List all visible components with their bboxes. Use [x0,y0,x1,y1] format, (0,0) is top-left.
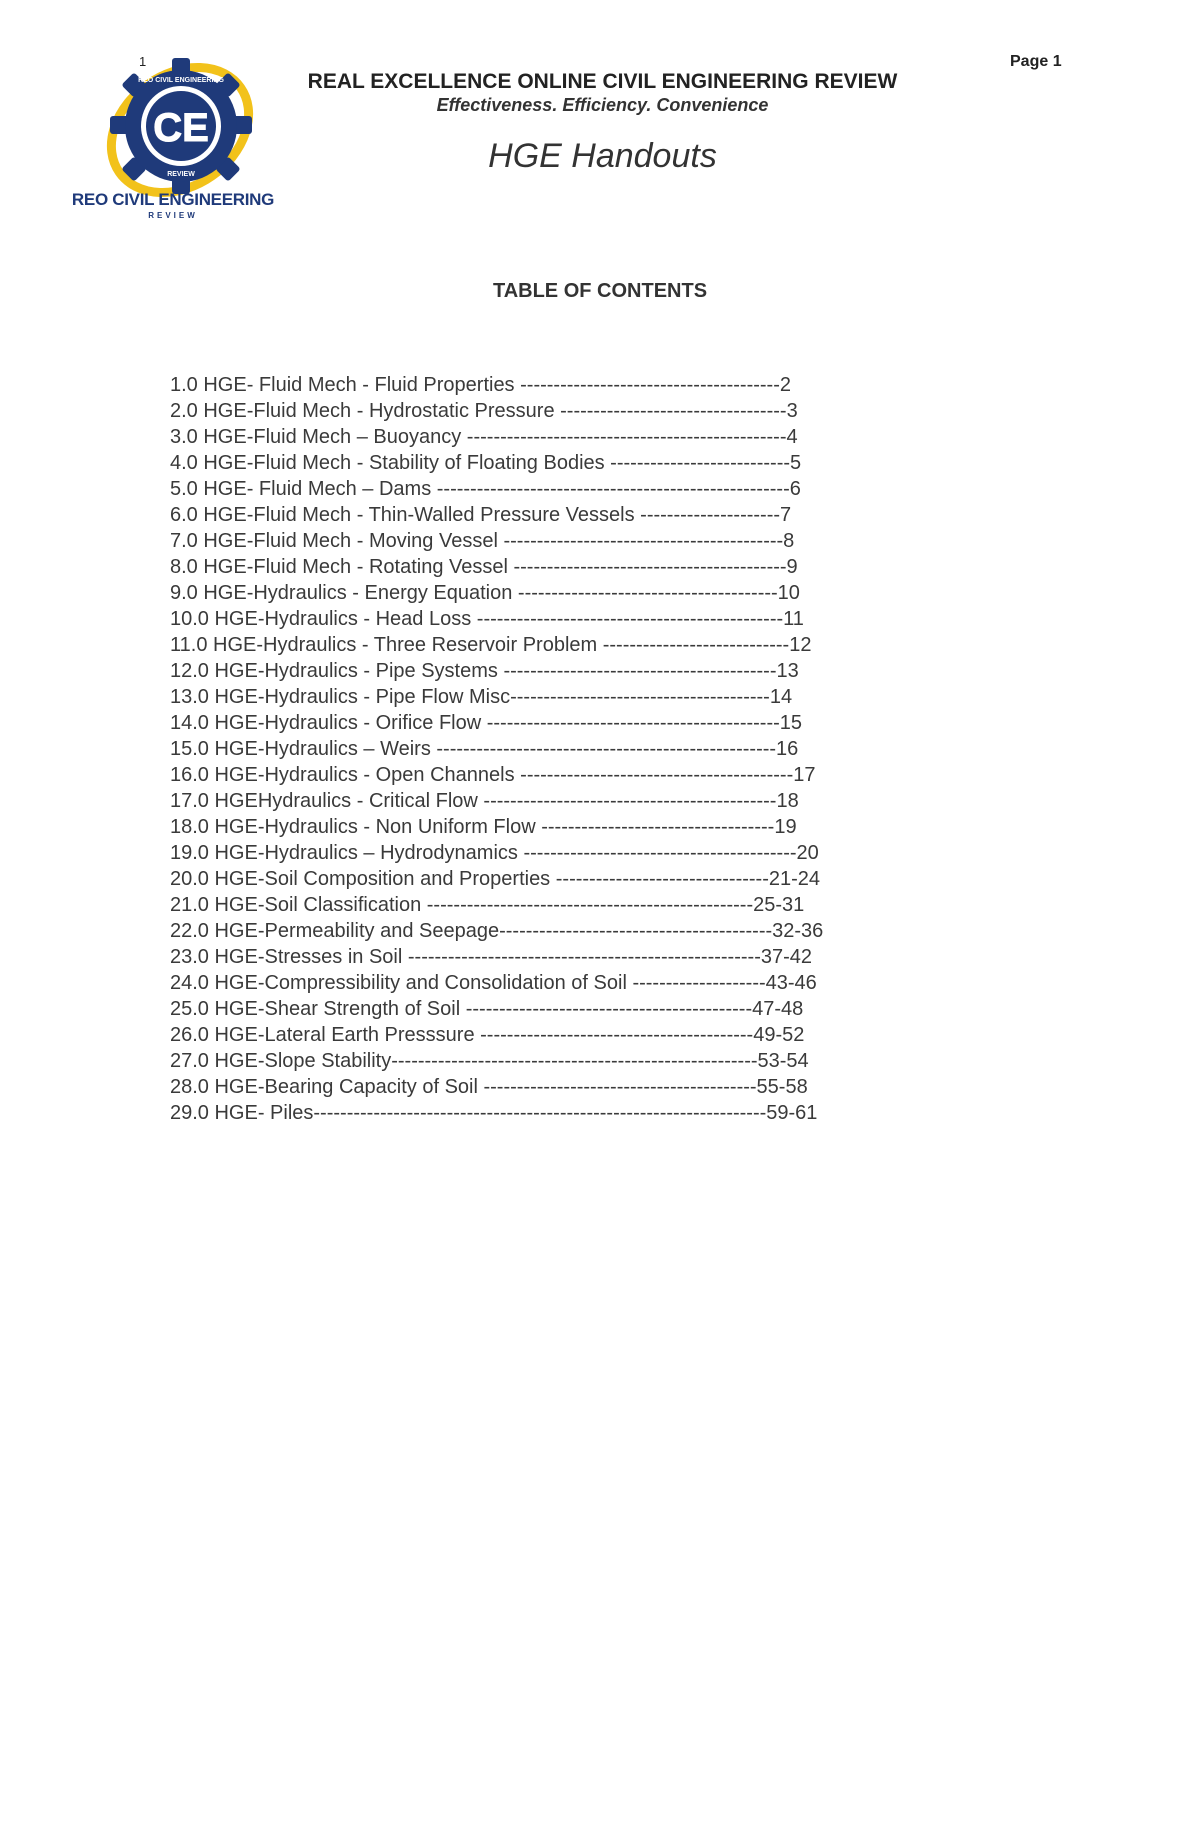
toc-item[interactable]: 13.0 HGE-Hydraulics - Pipe Flow Misc---------------------------------------14 [170,686,793,708]
page-label: Page 1 [1010,53,1062,70]
toc-item[interactable]: 21.0 HGE-Soil Classification -------------------------------------------------25-31 [170,894,805,916]
tagline: Effectiveness. Efficiency. Convenience [436,95,769,115]
toc-item[interactable]: 10.0 HGE-Hydraulics - Head Loss ----------------------------------------------11 [170,608,804,630]
toc-item[interactable]: 24.0 HGE-Compressibility and Consolidation of Soil --------------------43-46 [170,972,817,994]
toc-item[interactable]: 19.0 HGE-Hydraulics – Hydrodynamics -----------------------------------------20 [170,842,819,864]
toc-item[interactable]: 8.0 HGE-Fluid Mech - Rotating Vessel -----------------------------------------9 [170,556,798,578]
toc-item[interactable]: 2.0 HGE-Fluid Mech - Hydrostatic Pressure ----------------------------------3 [170,400,798,422]
toc-item[interactable]: 6.0 HGE-Fluid Mech - Thin-Walled Pressure Vessels ---------------------7 [170,504,792,526]
logo-subname: REVIEW [148,211,198,220]
toc-item[interactable]: 12.0 HGE-Hydraulics - Pipe Systems -----------------------------------------13 [170,660,799,682]
toc-item[interactable]: 14.0 HGE-Hydraulics - Orifice Flow --------------------------------------------15 [170,712,803,734]
logo-name: REO CIVIL ENGINEERING [71,190,275,209]
toc-item[interactable]: 11.0 HGE-Hydraulics - Three Reservoir Problem ----------------------------12 [170,634,812,656]
toc-item[interactable]: 1.0 HGE- Fluid Mech - Fluid Properties ---------------------------------------2 [170,374,791,396]
toc-item[interactable]: 22.0 HGE-Permeability and Seepage-----------------------------------------32-36 [170,920,824,942]
toc-item[interactable]: 29.0 HGE- Piles--------------------------------------------------------------------59-61 [170,1102,818,1124]
document-title: HGE Handouts [488,137,717,175]
logo-initials: CE [153,106,209,150]
toc-item[interactable]: 26.0 HGE-Lateral Earth Presssure -----------------------------------------49-52 [170,1024,805,1046]
toc-item[interactable]: 3.0 HGE-Fluid Mech – Buoyancy ------------------------------------------------4 [170,426,798,448]
toc-heading: TABLE OF CONTENTS [492,280,708,302]
toc-item[interactable]: 9.0 HGE-Hydraulics - Energy Equation ---------------------------------------10 [170,582,800,604]
toc-item[interactable]: 16.0 HGE-Hydraulics - Open Channels -----------------------------------------17 [170,764,816,786]
toc-item[interactable]: 27.0 HGE-Slope Stability-------------------------------------------------------53-54 [170,1050,809,1072]
toc-item[interactable]: 18.0 HGE-Hydraulics - Non Uniform Flow -----------------------------------19 [170,816,797,838]
logo-ring-bottom-text: REVIEW [167,171,195,178]
toc-item[interactable]: 15.0 HGE-Hydraulics – Weirs ---------------------------------------------------16 [170,738,799,760]
toc-list [170,372,930,1126]
toc-item[interactable]: 20.0 HGE-Soil Composition and Properties --------------------------------21-24 [170,868,821,890]
toc-item[interactable]: 5.0 HGE- Fluid Mech – Dams -----------------------------------------------------6 [170,478,801,500]
organization-name: REAL EXCELLENCE ONLINE CIVIL ENGINEERING REVIEW [307,70,898,93]
toc-item[interactable]: 4.0 HGE-Fluid Mech - Stability of Floating Bodies ---------------------------5 [170,452,802,474]
logo-ring-text: REO CIVIL ENGINEERING [138,77,224,84]
toc-item[interactable]: 17.0 HGEHydraulics - Critical Flow --------------------------------------------18 [170,790,799,812]
toc-item[interactable]: 28.0 HGE-Bearing Capacity of Soil -----------------------------------------55-58 [170,1076,808,1098]
toc-item[interactable]: 25.0 HGE-Shear Strength of Soil -------------------------------------------47-48 [170,998,804,1020]
toc-item[interactable]: 7.0 HGE-Fluid Mech - Moving Vessel ------------------------------------------8 [170,530,795,552]
page-number-small: 1 [139,54,147,69]
toc-item[interactable]: 23.0 HGE-Stresses in Soil -----------------------------------------------------37-42 [170,946,813,968]
